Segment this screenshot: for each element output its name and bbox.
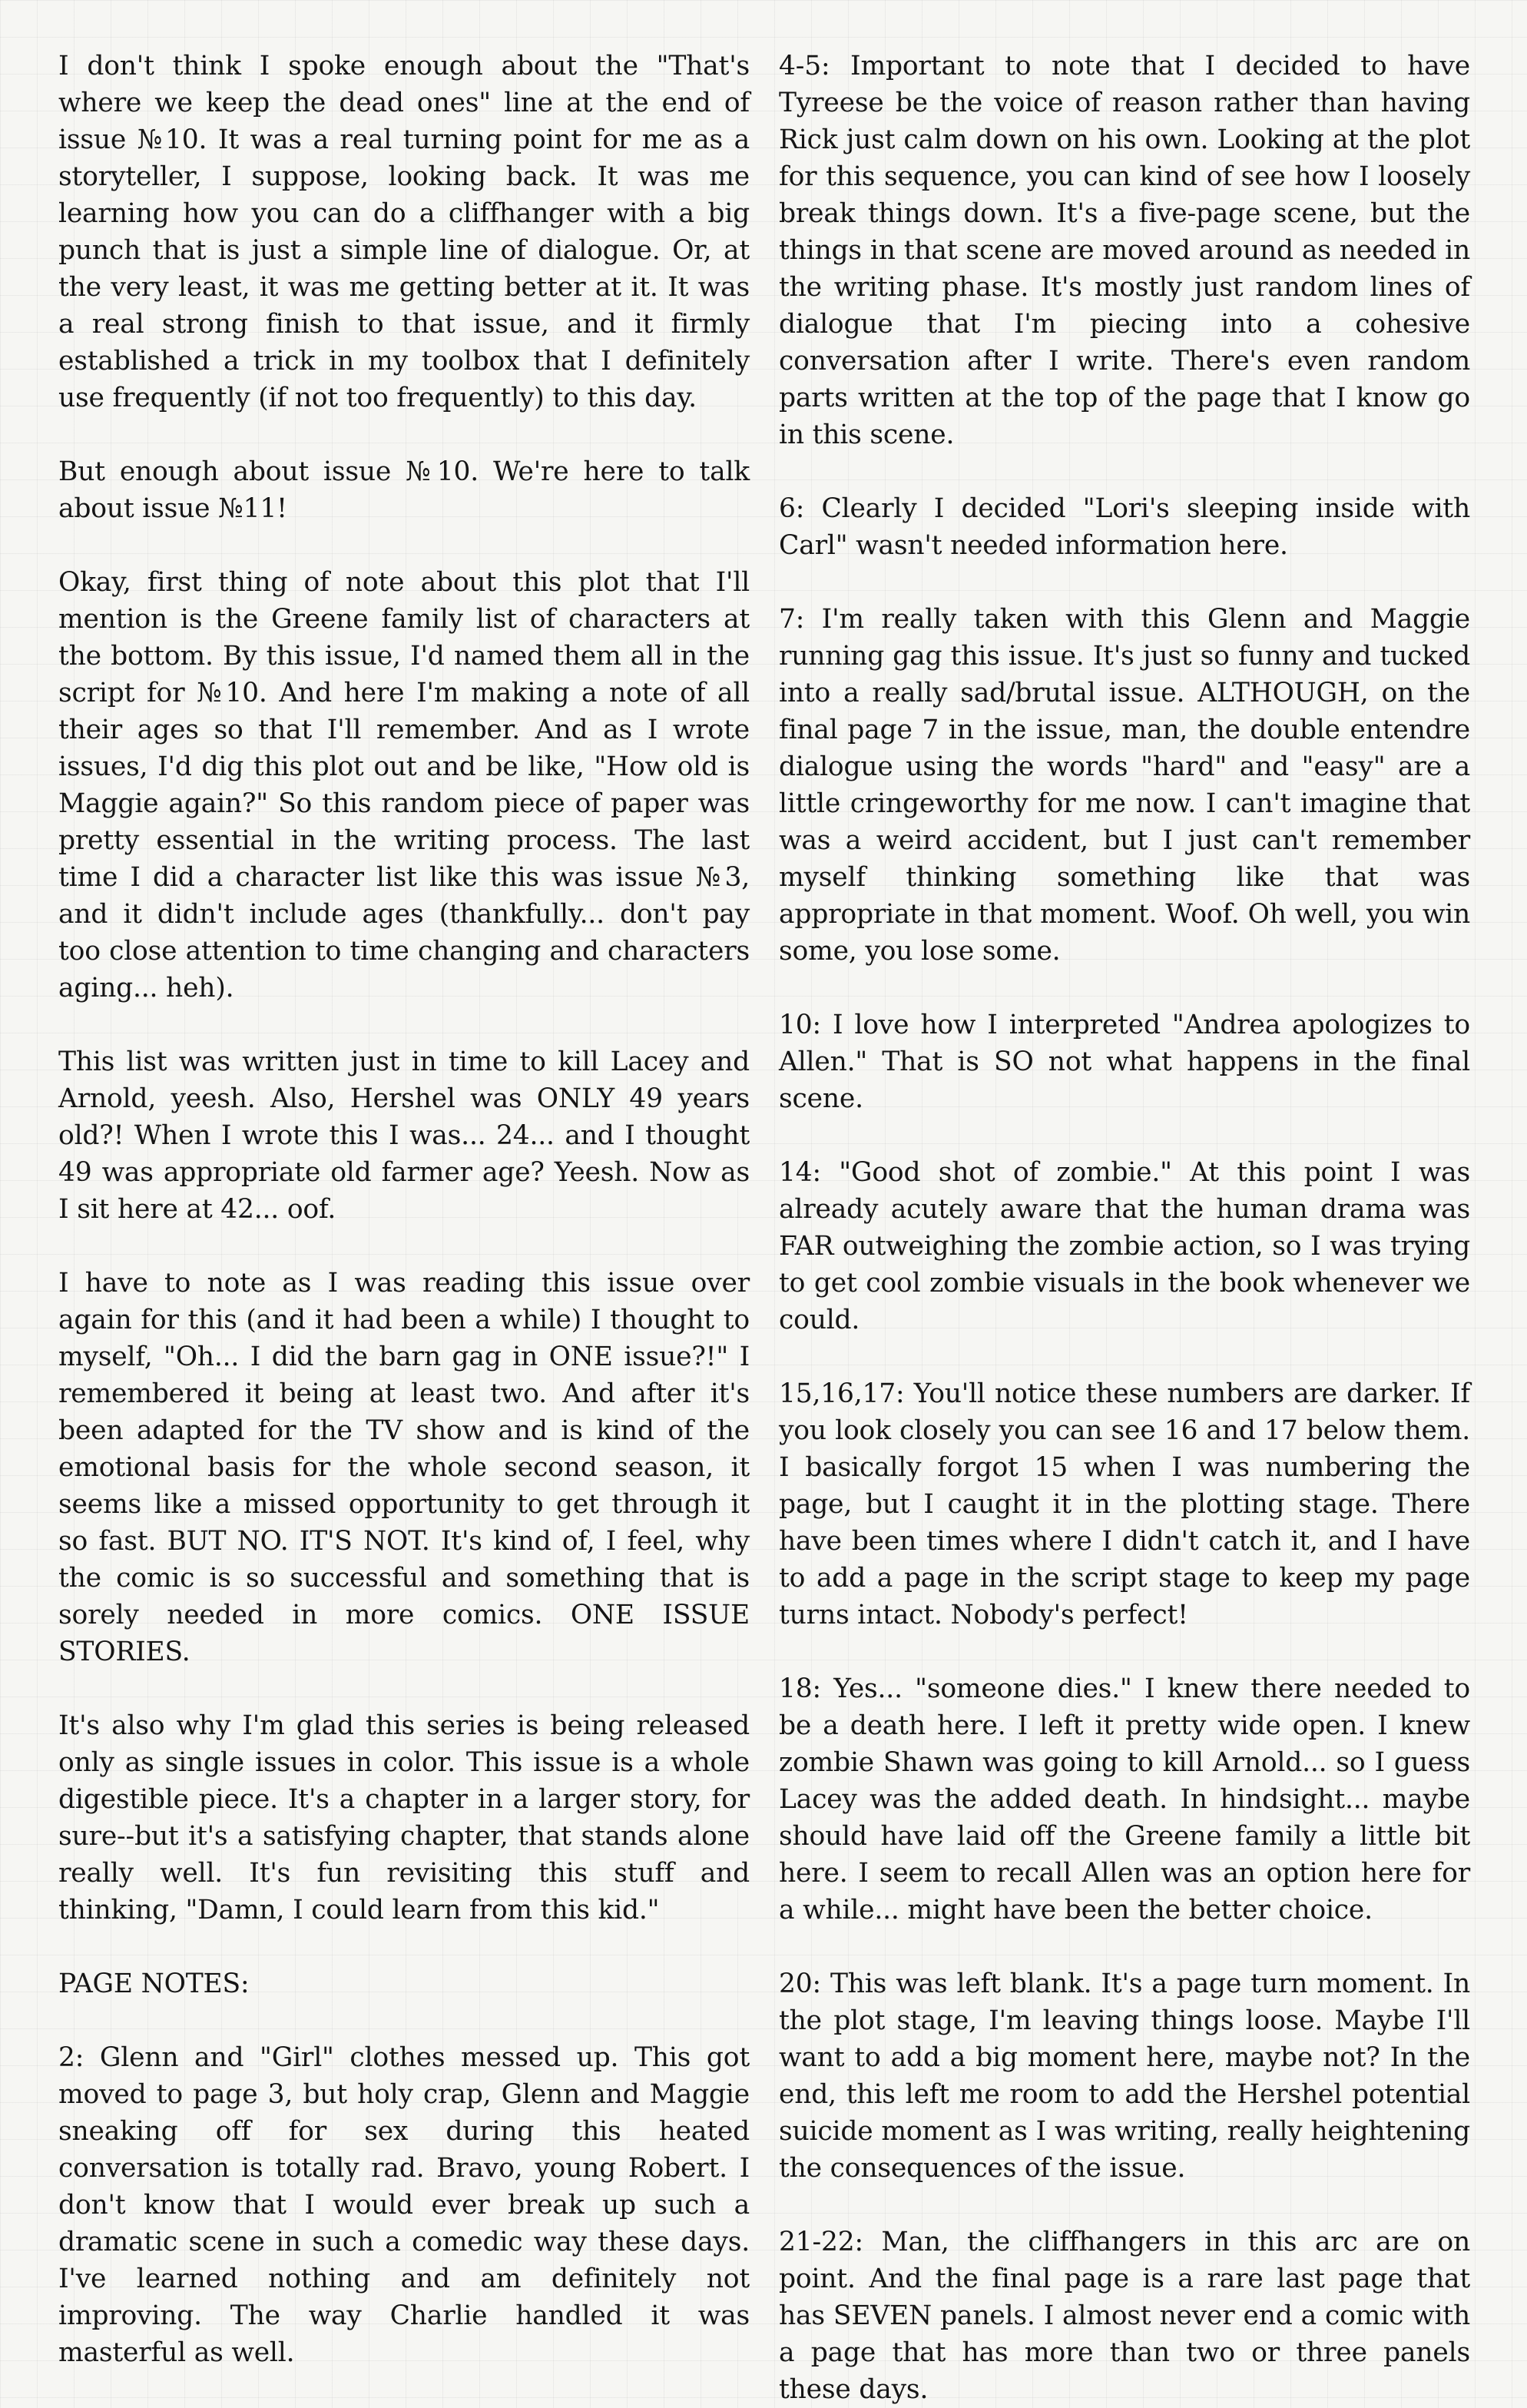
section-heading-page-notes: PAGE NOTES: bbox=[58, 1969, 250, 1999]
paragraph-single-issues: It's also why I'm glad this series is being released only as single issues in color. This issue is a whole digestible piece. It's a chapter in a larger story, for sure--but it's a satisfying chapter, that stands alone really well. It's fun revisiting this stuff and thinking, "Damn, I could learn from this kid." bbox=[58, 1710, 750, 1925]
right-column bbox=[779, 48, 1470, 2408]
page-note-20: 20: This was left blank. It's a page turn moment. In the plot stage, I'm leaving things loose. Maybe I'll want to add a big moment here, maybe not? In the end, this left me room to add the Hershel potential suicide moment as I was writing, really heightening the consequences of the issue. bbox=[779, 1969, 1470, 2184]
paragraph-barn-gag: I have to note as I was reading this issue over again for this (and it had been a while) I thought to myself, "Oh... I did the barn gag in ONE issue?!" I remembered it being at least two. And after it's been adapted for the TV show and is kind of the emotional basis for the whole second season, it seems like a missed opportunity to get through it so fast. BUT NO. IT'S NOT. It's kind of, I feel, why the comic is so successful and something that is sorely needed in more comics. ONE ISSUE STORIES. bbox=[58, 1268, 750, 1667]
left-column bbox=[58, 48, 750, 2371]
page-note-2: 2: Glenn and "Girl" clothes messed up. This got moved to page 3, but holy crap, Glenn and Maggie sneaking off for sex during this heated conversation is totally rad. Bravo, young Robert. I don't know that I would ever break up such a dramatic scene in such a comedic way these days. I've learned nothing and am definitely not improving. The way Charlie handled it was masterful as well. bbox=[58, 2042, 750, 2368]
page-note-10: 10: I love how I interpreted "Andrea apologizes to Allen." That is SO not what happens in the final scene. bbox=[779, 1010, 1470, 1114]
paragraph-intro: I don't think I spoke enough about the "That's where we keep the dead ones" line at the end of issue №10. It was a real turning point for me as a storyteller, I suppose, looking back. It was me learning how you can do a cliffhanger with a big punch that is just a simple line of dialogue. Or, at the very least, it was me getting better at it. It was a real strong finish to that issue, and it firmly established a trick in my toolbox that I definitely use frequently (if not too frequently) to this day. bbox=[58, 51, 750, 413]
paragraph-lacey-arnold: This list was written just in time to kill Lacey and Arnold, yeesh. Also, Hershel was ONLY 49 years old?! When I wrote this I was... 24... and I thought 49 was appropriate old farmer age? Yeesh. Now as I sit here at 42... oof. bbox=[58, 1046, 750, 1225]
page-note-4-5: 4-5: Important to note that I decided to have Tyreese be the voice of reason rather than having Rick just calm down on his own. Looking at the plot for this sequence, you can kind of see how I loosely break things down. It's a five-page scene, but the things in that scene are moved around as needed in the writing phase. It's mostly just random lines of dialogue that I'm piecing into a cohesive conversation after I write. There's even random parts written at the top of the page that I know go in this scene. bbox=[779, 51, 1470, 450]
page-note-14: 14: "Good shot of zombie." At this point I was already acutely aware that the human drama was FAR outweighing the zombie action, so I was trying to get cool zombie visuals in the book whenever we could. bbox=[779, 1157, 1470, 1335]
paragraph-greene-list: Okay, first thing of note about this plot that I'll mention is the Greene family list of characters at the bottom. By this issue, I'd named them all in the script for №10. And here I'm making a note of all their ages so that I'll remember. And as I wrote issues, I'd dig this plot out and be like, "How old is Maggie again?" So this random piece of paper was pretty essential in the writing process. The last time I did a character list like this was issue №3, and it didn't include ages (thankfully... don't pay too close attention to time changing and characters aging... heh). bbox=[58, 567, 750, 1003]
page-note-21-22: 21-22: Man, the cliffhangers in this arc are on point. And the final page is a rare last page that has SEVEN panels. I almost never end a comic with a page that has more than two or three panels these days. bbox=[779, 2227, 1470, 2405]
page-note-7: 7: I'm really taken with this Glenn and Maggie running gag this issue. It's just so funny and tucked into a really sad/brutal issue. ALTHOUGH, on the final page 7 in the issue, man, the double entendre dialogue using the words "hard" and "easy" are a little cringeworthy for me now. I can't imagine that was a weird accident, but I just can't remember myself thinking something like that was appropriate in that moment. Woof. Oh well, you win some, you lose some. bbox=[779, 604, 1470, 967]
page-note-15-16-17: 15,16,17: You'll notice these numbers are darker. If you look closely you can see 16 and 17 below them. I basically forgot 15 when I was numbering the page, but I caught it in the plotting stage. There have been times where I didn't catch it, and I have to add a page in the script stage to keep my page turns intact. Nobody's perfect! bbox=[779, 1378, 1470, 1630]
page-note-6: 6: Clearly I decided "Lori's sleeping inside with Carl" wasn't needed information here. bbox=[779, 493, 1470, 561]
paragraph-enough-about: But enough about issue №10. We're here to talk about issue №11! bbox=[58, 456, 750, 524]
page-note-18: 18: Yes... "someone dies." I knew there needed to be a death here. I left it pretty wide open. I knew zombie Shawn was going to kill Arnold... so I guess Lacey was the added death. In hindsight... maybe should have laid off the Greene family a little bit here. I seem to recall Allen was an option here for a while... might have been the better choice. bbox=[779, 1673, 1470, 1925]
